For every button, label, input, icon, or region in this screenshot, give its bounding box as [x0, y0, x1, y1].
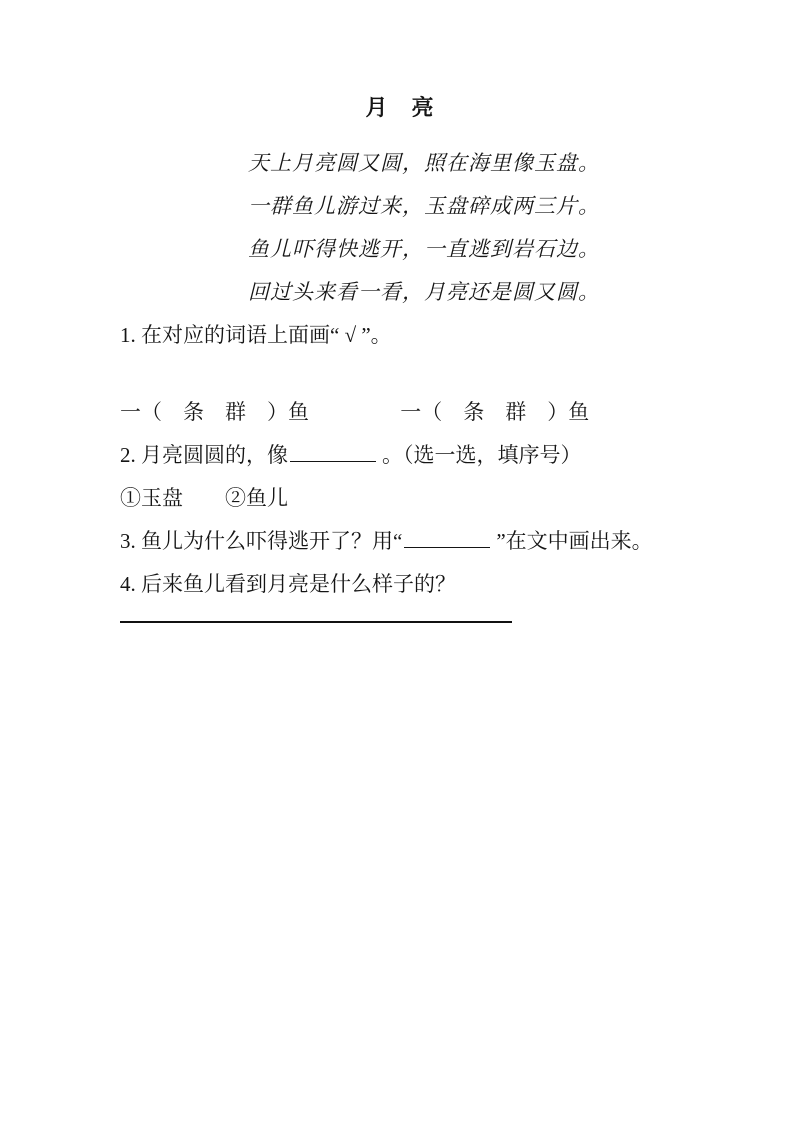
poem-line-1: 天上月亮圆又圆，照在海里像玉盘。 [248, 151, 600, 175]
page-title: 月 亮 [365, 96, 435, 121]
question-3-prefix: 3. 鱼儿为什么吓得逃开了？用“ [120, 529, 403, 553]
answer-line [120, 621, 512, 623]
worksheet-content [120, 92, 680, 623]
question-3-suffix: ”在文中画出来。 [496, 529, 653, 553]
question-3-blank-line [404, 527, 490, 548]
poem-line-4: 回过头来看一看，月亮还是圆又圆。 [248, 280, 600, 304]
question-2-prefix: 2. 月亮圆圆的，像 [120, 443, 288, 467]
question-2-blank-line [290, 441, 376, 462]
question-2-options: ①玉盘 ②鱼儿 [120, 486, 288, 510]
poem-line-2: 一群鱼儿游过来，玉盘碎成两三片。 [248, 194, 600, 218]
question-1-choice-left: 一（ 条 群 ）鱼 [120, 400, 309, 424]
question-3 [120, 520, 680, 563]
question-2-suffix: 。（选一选，填序号） [382, 443, 582, 467]
question-1: 1. 在对应的词语上面画“ √ ”。 [120, 323, 392, 347]
question-1-choice-right: 一（ 条 群 ）鱼 [400, 400, 590, 424]
question-2 [120, 434, 680, 477]
blank-paragraph-spacer [120, 357, 680, 391]
poem [248, 142, 680, 314]
poem-line-3: 鱼儿吓得快逃开，一直逃到岩石边。 [248, 237, 600, 261]
question-1-choice-row [120, 391, 680, 434]
question-4: 4. 后来鱼儿看到月亮是什么样子的？ [120, 572, 456, 596]
